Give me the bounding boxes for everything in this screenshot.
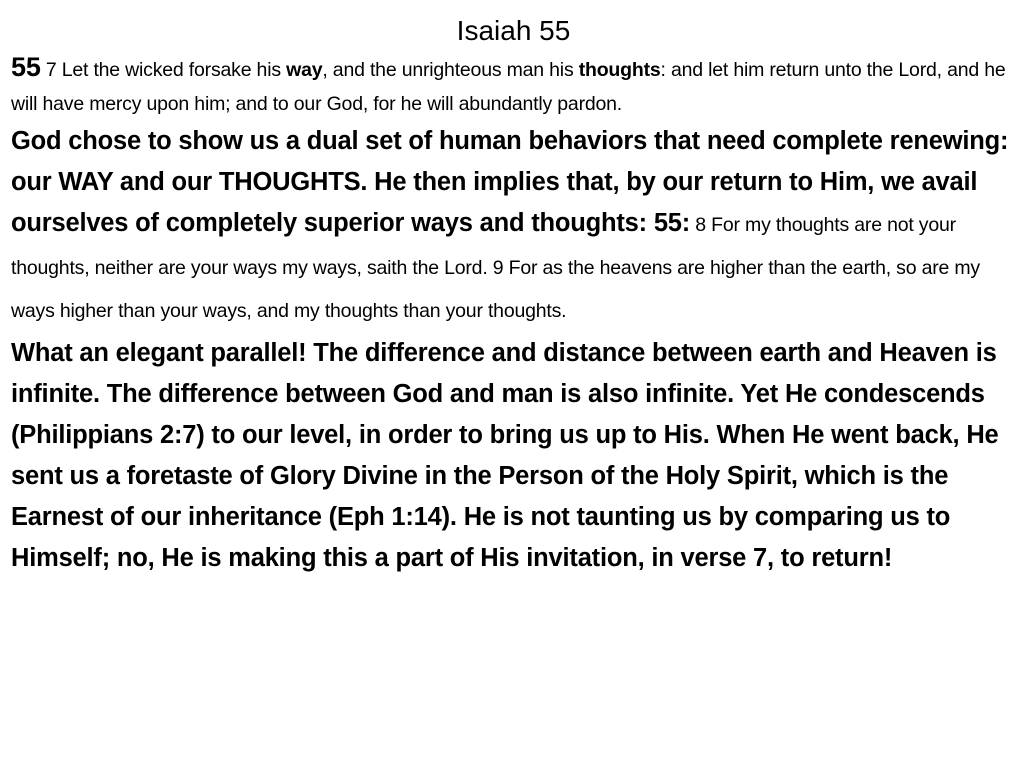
verse-7-text-b: , and the unrighteous man his <box>322 59 579 81</box>
commentary-paragraph-1 <box>11 121 1016 332</box>
slide-title: Isaiah 55 <box>456 15 571 46</box>
verses-8-9-text: 8 For my thoughts are not your thoughts, neither are your ways my ways, saith the Lord. 9 For as the heavens are higher than the earth, so are my ways higher than your ways, and my thoughts than your thoughts. <box>11 214 980 322</box>
slide <box>0 14 1024 768</box>
verse-7-keyword-way: way <box>286 59 323 81</box>
verse-7-paragraph <box>11 50 1016 121</box>
commentary-paragraph-2: What an elegant parallel! The difference and distance between earth and Heaven is infinite. The difference between God and man is also infinite. Yet He condescends (Philippians 2:7) to our level, in order to bring us up to His. When He went back, He sent us a foretaste of Glory Divine in the Person of the Holy Spirit, which is the Earnest of our inheritance (Eph 1:14). He is not taunting us by comparing us to Himself; no, He is making this a part of His invitation, in verse 7, to return! <box>11 339 999 572</box>
commentary-1-text: God chose to show us a dual set of human behaviors that need complete renewing: our WAY and our THOUGHTS. He then implies that, by our return to Him, we avail ourselves of completely superior ways and thoughts: 55: <box>11 127 1009 237</box>
verse-7-text-c: : and let him return unto the Lord, and he will have mercy upon him; and to our God, for he will abundantly pardon. <box>11 59 1006 115</box>
verse-7-text-a: 7 Let the wicked forsake his <box>40 59 287 81</box>
verse-7-keyword-thoughts: thoughts <box>578 59 661 81</box>
slide-body <box>11 50 1016 579</box>
chapter-number: 55 <box>11 52 41 82</box>
